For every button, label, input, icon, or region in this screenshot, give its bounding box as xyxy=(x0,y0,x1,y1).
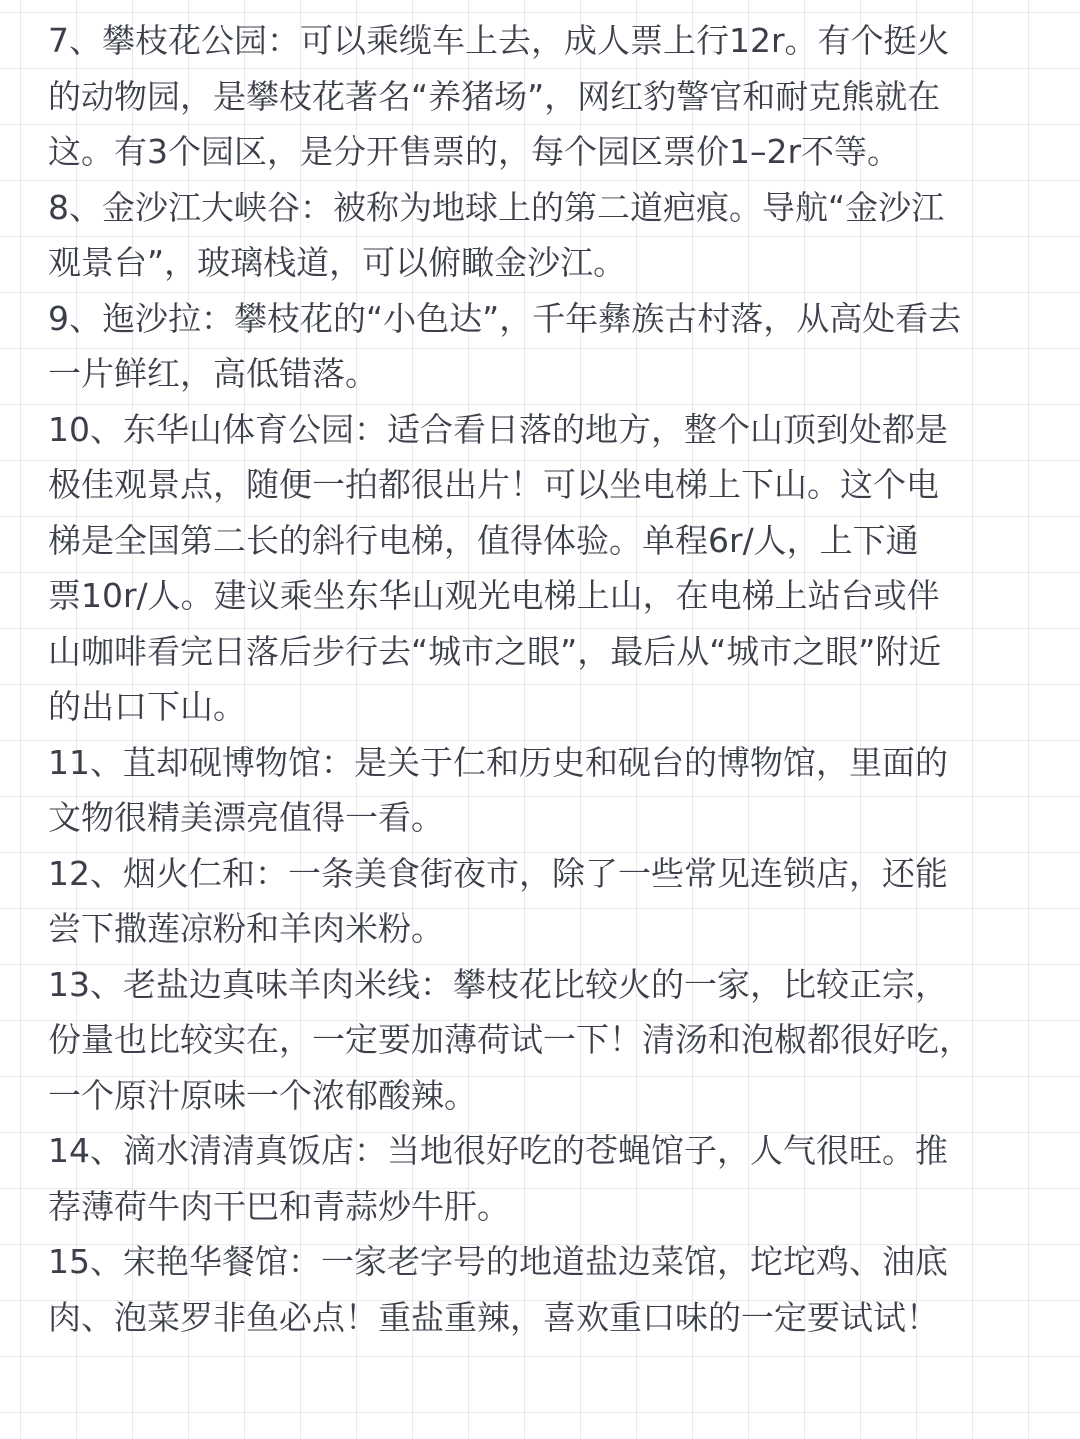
text-line: 这。有3个园区，是分开售票的，每个园区票价1–2r不等。 xyxy=(48,132,901,171)
text-line: 荐薄荷牛肉干巴和青蒜炒牛肝。 xyxy=(48,1186,510,1226)
text-line: 12、烟火仁和：一条美食街夜市，除了一些常见连锁店，还能 xyxy=(48,853,948,893)
note-content xyxy=(48,13,1033,1345)
text-line: 7、攀枝花公园：可以乘缆车上去，成人票上行12r。有个挺火 xyxy=(48,21,950,60)
list-item-10 xyxy=(48,402,1033,735)
text-line: 13、老盐边真味羊肉米线：攀枝花比较火的一家，比较正宗， xyxy=(48,964,948,1004)
list-item-13 xyxy=(48,957,1033,1124)
text-line: 14、滴水清清真饭店：当地很好吃的苍蝇馆子，人气很旺。推 xyxy=(48,1131,948,1170)
text-line: 一个原汁原味一个浓郁酸辣。 xyxy=(48,1075,477,1115)
list-item-7 xyxy=(48,13,1033,180)
text-line: 尝下撒莲凉粉和羊肉米粉。 xyxy=(48,909,444,948)
text-line: 文物很精美漂亮值得一看。 xyxy=(48,798,444,837)
list-item-12 xyxy=(48,846,1033,957)
text-line: 的出口下山。 xyxy=(48,687,246,726)
text-line: 15、宋艳华餐馆：一家老字号的地道盐边菜馆，坨坨鸡、油底 xyxy=(48,1242,948,1281)
text-line: 10、东华山体育公园：适合看日落的地方，整个山顶到处都是 xyxy=(48,409,948,449)
text-line: 极佳观景点，随便一拍都很出片！可以坐电梯上下山。这个电 xyxy=(48,465,939,504)
text-line: 山咖啡看完日落后步行去“城市之眼”，最后从“城市之眼”附近 xyxy=(48,631,942,671)
text-line: 票10r/人。建议乘坐东华山观光电梯上山，在电梯上站台或伴 xyxy=(48,576,940,615)
text-line: 观景台”，玻璃栈道，可以俯瞰金沙江。 xyxy=(48,243,627,282)
text-line: 11、苴却砚博物馆：是关于仁和历史和砚台的博物馆，里面的 xyxy=(48,742,948,782)
list-item-8 xyxy=(48,180,1033,291)
list-item-9 xyxy=(48,291,1033,402)
text-line: 肉、泡菜罗非鱼必点！重盐重辣，喜欢重口味的一定要试试！ xyxy=(48,1297,939,1337)
list-item-11 xyxy=(48,735,1033,846)
text-line: 8、金沙江大峡谷：被称为地球上的第二道疤痕。导航“金沙江 xyxy=(48,187,945,227)
text-line: 梯是全国第二长的斜行电梯，值得体验。单程6r/人，上下通 xyxy=(48,520,919,560)
list-item-15 xyxy=(48,1234,1033,1345)
text-line: 一片鲜红，高低错落。 xyxy=(48,354,378,393)
text-line: 的动物园，是攀枝花著名“养猪场”，网红豹警官和耐克熊就在 xyxy=(48,76,941,116)
text-line: 9、迤沙拉：攀枝花的“小色达”，千年彝族古村落，从高处看去 xyxy=(48,298,962,338)
list-item-14 xyxy=(48,1123,1033,1234)
text-line: 份量也比较实在，一定要加薄荷试一下！清汤和泡椒都很好吃， xyxy=(48,1020,972,1059)
